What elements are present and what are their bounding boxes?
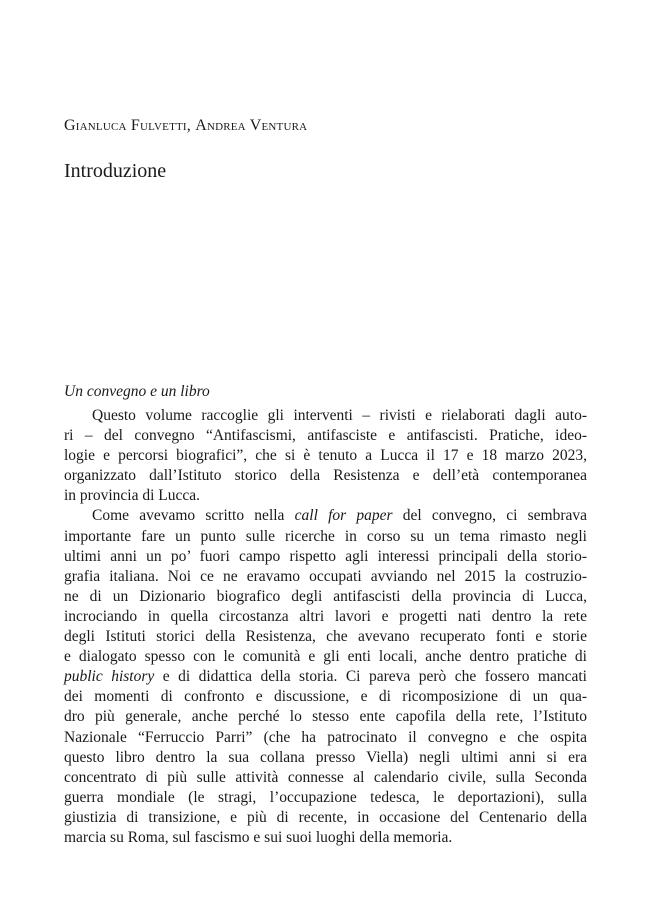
text-segment: questo libro dentro la sua collana presso Viella) negli ultimi anni si era (64, 748, 587, 766)
section-heading: Un convegno e un libro (64, 383, 210, 400)
text-segment: Come avevamo scritto nella (92, 507, 295, 525)
text-segment: organizzato dall’Istituto storico della Resistenza e dell’età contemporanea (64, 467, 587, 485)
text-segment: ri – del convegno “Antifascismi, antifasciste e antifascisti. Pratiche, ideo- (64, 427, 587, 445)
text-segment: grafia italiana. Noi ce ne eravamo occupati avviando nel 2015 la costruzio- (64, 567, 587, 585)
text-line (64, 687, 587, 707)
text-line (64, 486, 587, 506)
text-line (64, 828, 587, 848)
text-segment: degli Istituti storici della Resistenza, che avevano recuperato fonti e storie (64, 628, 587, 646)
text-line (64, 567, 587, 587)
text-line (64, 506, 587, 526)
text-line (64, 547, 587, 567)
text-line (64, 808, 587, 828)
text-line (64, 446, 587, 466)
text-line (64, 627, 587, 647)
text-segment: guerra mondiale (le stragi, l’occupazione tedesca, le deportazioni), sulla (64, 788, 587, 806)
chapter-title: Introduzione (64, 160, 167, 182)
text-line (64, 707, 587, 727)
text-line (64, 607, 587, 627)
text-line (64, 587, 587, 607)
text-segment: ne di un Dizionario biografico degli antifascisti della provincia di Lucca, (64, 587, 587, 605)
text-segment: Questo volume raccoglie gli interventi – rivisti e rielaborati dagli auto- (92, 407, 587, 424)
italic-text: public history (64, 668, 155, 686)
text-segment: dro più generale, anche perché lo stesso ente capofila della rete, l’Istituto (64, 708, 587, 726)
text-line (64, 406, 587, 426)
text-line (64, 426, 587, 446)
text-segment: incrociando in quella circostanza altri lavori e progetti nati dentro la rete (64, 607, 587, 625)
text-segment: in provincia di Lucca. (64, 487, 201, 505)
text-line (64, 466, 587, 486)
text-line (64, 768, 587, 788)
text-segment: e dialogato spesso con le comunità e gli enti locali, anche dentro pratiche di (64, 648, 587, 666)
author-name: Andrea Ventura (195, 117, 308, 134)
text-segment: del convegno, ci sembrava (392, 507, 587, 525)
text-segment: ultimi anni un po’ fuori campo rispetto agli interessi principali della storio- (64, 547, 587, 565)
text-line (64, 647, 587, 667)
text-segment: concentrato di più sulle attività connesse al calendario civile, sulla Seconda (64, 768, 587, 786)
author-separator: , (186, 117, 196, 134)
text-segment: marcia su Roma, sul fascismo e sui suoi luoghi della memoria. (64, 828, 453, 846)
paragraph (64, 406, 587, 506)
text-line (64, 667, 587, 687)
text-segment: Nazionale “Ferruccio Parri” (che ha patrocinato il convegno e che ospita (64, 728, 587, 746)
paragraph (64, 506, 587, 848)
italic-text: call for paper (294, 507, 393, 525)
text-line (64, 728, 587, 748)
text-line (64, 527, 587, 547)
text-segment: logie e percorsi biografici”, che si è tenuto a Lucca il 17 e 18 marzo 2023, (64, 447, 587, 465)
text-segment: giustizia di transizione, e più di recente, in occasione del Centenario della (64, 808, 587, 826)
body-text (64, 406, 587, 848)
chapter-authors (64, 117, 307, 135)
text-segment: e di didattica della storia. Ci pareva però che fossero mancati (154, 668, 587, 686)
author-name: Gianluca Fulvetti (64, 117, 187, 134)
text-line (64, 788, 587, 808)
text-line (64, 748, 587, 768)
text-segment: importante fare un punto sulle ricerche in corso su un tema rimasto negli (64, 527, 587, 545)
text-segment: dei momenti di confronto e discussione, e di ricomposizione di un qua- (64, 688, 587, 706)
